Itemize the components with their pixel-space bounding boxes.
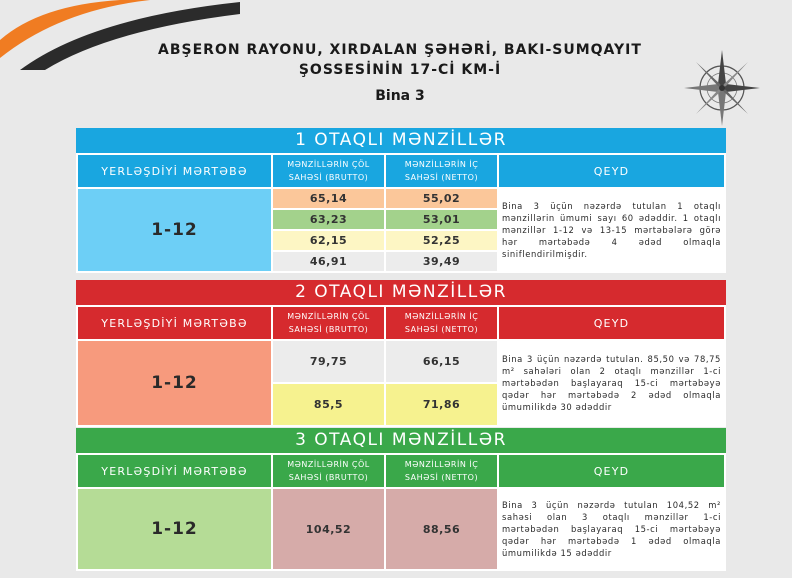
col-gross-header: MƏNZİLLƏRİN ÇÖL SAHƏSİ (BRUTTO) xyxy=(273,155,384,187)
section-3-room xyxy=(76,428,726,571)
gross-area: 79,75 xyxy=(273,341,384,382)
net-area: 66,15 xyxy=(386,341,497,382)
gross-area: 62,15 xyxy=(273,231,384,250)
col-floor-header: YERLƏŞDİYİ MƏRTƏBƏ xyxy=(78,307,271,339)
net-area: 53,01 xyxy=(386,210,497,229)
building-label: Bina 3 xyxy=(375,88,425,104)
col-note-header: QEYD xyxy=(499,307,724,339)
section-note: Bina 3 üçün nəzərdə tutulan 1 otaqlı mənzillərin ümumi sayı 60 ədəddir. 1 otaqlı mənzillər 1-12 və 13-15 mərtəbələrə görə hər mərtəbədə 4 ədəd olmaqla siniflendirilmişdir. xyxy=(499,189,724,271)
apartments-table xyxy=(76,305,726,427)
compass-rose-icon xyxy=(682,48,762,128)
floor-range: 1-12 xyxy=(78,189,271,271)
page-title-line1: ABŞERON RAYONU, XIRDALAN ŞƏHƏRİ, BAKI-SUMQAYIT xyxy=(158,42,642,58)
net-area: 52,25 xyxy=(386,231,497,250)
col-net-header: MƏNZİLLƏRİN İÇ SAHƏSİ (NETTO) xyxy=(386,455,497,487)
floor-range: 1-12 xyxy=(78,341,271,425)
gross-area: 65,14 xyxy=(273,189,384,208)
gross-area: 104,52 xyxy=(273,489,384,569)
col-net-header: MƏNZİLLƏRİN İÇ SAHƏSİ (NETTO) xyxy=(386,307,497,339)
apartments-table xyxy=(76,453,726,571)
net-area: 55,02 xyxy=(386,189,497,208)
section-2-room xyxy=(76,280,726,427)
col-net-header: MƏNZİLLƏRİN İÇ SAHƏSİ (NETTO) xyxy=(386,155,497,187)
col-gross-header: MƏNZİLLƏRİN ÇÖL SAHƏSİ (BRUTTO) xyxy=(273,307,384,339)
col-floor-header: YERLƏŞDİYİ MƏRTƏBƏ xyxy=(78,155,271,187)
page-title-line2: ŞOSSESİNİN 17-Cİ KM-İ xyxy=(298,62,502,78)
gross-area: 63,23 xyxy=(273,210,384,229)
apartments-table xyxy=(76,153,726,273)
section-title: 2 OTAQLI MƏNZİLLƏR xyxy=(76,280,726,305)
section-title: 3 OTAQLI MƏNZİLLƏR xyxy=(76,428,726,453)
col-floor-header: YERLƏŞDİYİ MƏRTƏBƏ xyxy=(78,455,271,487)
page-header xyxy=(130,40,670,104)
floor-range: 1-12 xyxy=(78,489,271,569)
col-note-header: QEYD xyxy=(499,155,724,187)
section-title: 1 OTAQLI MƏNZİLLƏR xyxy=(76,128,726,153)
gross-area: 85,5 xyxy=(273,384,384,425)
net-area: 39,49 xyxy=(386,252,497,271)
net-area: 88,56 xyxy=(386,489,497,569)
gross-area: 46,91 xyxy=(273,252,384,271)
col-note-header: QEYD xyxy=(499,455,724,487)
section-note: Bina 3 üçün nəzərdə tutulan 104,52 m² sahəsi olan 3 otaqlı mənzillər 1-ci mərtəbədən başlayaraq 15-ci mərtəbəyə qədər hər mərtəbədə 1 ədəd olmaqla ümumilikdə 15 ədəddir xyxy=(499,489,724,569)
section-note: Bina 3 üçün nəzərdə tutulan. 85,50 və 78,75 m² sahələri olan 2 otaqlı mənzillər 1-ci mərtəbədən başlayaraq 15-ci mərtəbəyə qədər hər mərtəbədə 2 ədəd olmaqla ümumilikdə 30 ədəddir xyxy=(499,341,724,425)
section-1-room xyxy=(76,128,726,273)
col-gross-header: MƏNZİLLƏRİN ÇÖL SAHƏSİ (BRUTTO) xyxy=(273,455,384,487)
net-area: 71,86 xyxy=(386,384,497,425)
